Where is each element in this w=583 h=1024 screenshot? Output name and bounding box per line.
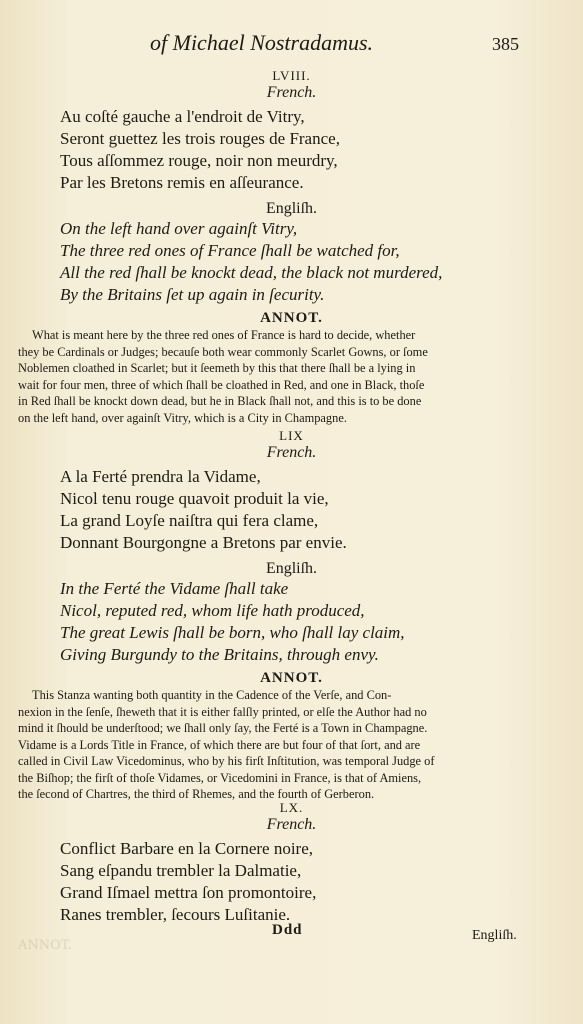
prose-line: called in Civil Law Vicedominus, who by his firſt Inſtitution, was temporal Judge of bbox=[18, 754, 435, 768]
verse-line: Donnant Bourgongne a Bretons par envie. bbox=[60, 533, 347, 552]
french-verse bbox=[60, 466, 583, 554]
signature-mark: Ddd bbox=[272, 922, 303, 938]
verse-line: Tous aſſommez rouge, noir non meurdry, bbox=[60, 151, 338, 170]
annotation-text bbox=[18, 687, 553, 803]
french-verse bbox=[60, 106, 583, 194]
english-verse bbox=[60, 218, 583, 306]
prose-line: wait for four men, three of which ſhall be cloathed in Red, and one in Black, thoſe bbox=[18, 377, 425, 392]
verse-line: La grand Loyſe naiſtra qui fera clame, bbox=[60, 511, 319, 530]
verse-line: The great Lewis ſhall be born, who ſhall lay claim, bbox=[60, 623, 405, 642]
english-label: Engliſh. bbox=[265, 560, 318, 577]
english-verse bbox=[60, 578, 583, 666]
verse-line: Au coſté gauche a l'endroit de Vitry, bbox=[60, 107, 305, 126]
french-label: French. bbox=[266, 444, 317, 461]
running-head: of Michael Nostradamus. bbox=[150, 30, 374, 55]
prose-line: in Red ſhall be knockt down dead, but he in Black ſhall not, and this is to be done bbox=[18, 394, 422, 408]
verse-line: By the Britains ſet up again in ſecurity. bbox=[60, 285, 325, 304]
prose-line: mind it ſhould be underſtood; we ſhall only ſay, the Ferté is a Town in Champagne. bbox=[18, 721, 428, 735]
annotation-text bbox=[18, 327, 553, 426]
prose-line: they be Cardinals or Judges; becauſe both wear commonly Scarlet Gowns, or ſome bbox=[18, 344, 428, 359]
verse-line: Conflict Barbare en la Cornere noire, bbox=[60, 839, 314, 858]
verse-line: All the red ſhall be knockt dead, the black not murdered, bbox=[60, 263, 443, 282]
french-label: French. bbox=[266, 816, 317, 833]
verse-line: Seront guettez les trois rouges de France, bbox=[60, 129, 340, 148]
stanza-58 bbox=[0, 68, 583, 426]
bleed-through-text: ANNOT. bbox=[18, 938, 72, 953]
prose-line: the ſecond of Chartres, the third of Rhemes, and the fourth of Gerberon. bbox=[18, 787, 375, 801]
verse-line: Grand Iſmael mettra ſon promontoire, bbox=[60, 883, 317, 902]
verse-line: In the Ferté the Vidame ſhall take bbox=[60, 579, 289, 598]
verse-line: Sang eſpandu trembler la Dalmatie, bbox=[60, 861, 302, 880]
stanza-number: LIX bbox=[279, 428, 304, 443]
verse-line: The three red ones of France ſhall be watched for, bbox=[60, 241, 400, 260]
prose-line: the Biſhop; the firſt of thoſe Vidames, or Vicedomini in France, is that of Amiens, bbox=[18, 770, 422, 785]
prose-line: What is meant here by the three red ones of France is hard to decide, whether bbox=[32, 328, 416, 342]
prose-line: This Stanza wanting both quantity in the Cadence of the Verſe, and Con- bbox=[32, 688, 392, 702]
verse-line: Ranes trembler, ſecours Luſitanie. bbox=[60, 905, 291, 924]
prose-line: nexion in the ſenſe, ſheweth that it is either falſly printed, or elſe the Author had no bbox=[18, 704, 427, 719]
catchword: Engliſh. bbox=[472, 928, 517, 943]
prose-line: Vidame is a Lords Title in France, of which there are but four of that ſort, and are bbox=[18, 737, 421, 752]
annot-heading: ANNOT. bbox=[260, 310, 323, 326]
verse-line: Par les Bretons remis en aſſeurance. bbox=[60, 173, 304, 192]
french-label: French. bbox=[266, 84, 317, 101]
prose-line: on the left hand, over againſt Vitry, which is a City in Champagne. bbox=[18, 410, 347, 425]
page-number: 385 bbox=[492, 34, 519, 54]
verse-line: Nicol, reputed red, whom life hath produced, bbox=[60, 601, 365, 620]
stanza-number: LX. bbox=[279, 800, 304, 815]
annot-heading: ANNOT. bbox=[260, 670, 323, 686]
french-verse bbox=[60, 838, 583, 926]
stanza-60 bbox=[0, 800, 583, 926]
stanza-number: LVIII. bbox=[272, 68, 311, 83]
verse-line: A la Ferté prendra la Vidame, bbox=[60, 467, 261, 486]
verse-line: Nicol tenu rouge quavoit produit la vie, bbox=[60, 489, 329, 508]
english-label: Engliſh. bbox=[265, 200, 318, 217]
stanza-59 bbox=[0, 428, 583, 803]
verse-line: On the left hand over againſt Vitry, bbox=[60, 219, 298, 238]
prose-line: Noblemen cloathed in Scarlet; but it ſeemeth by this that there ſhall be a lying in bbox=[18, 361, 416, 375]
verse-line: Giving Burgundy to the Britains, through envy. bbox=[60, 645, 379, 664]
